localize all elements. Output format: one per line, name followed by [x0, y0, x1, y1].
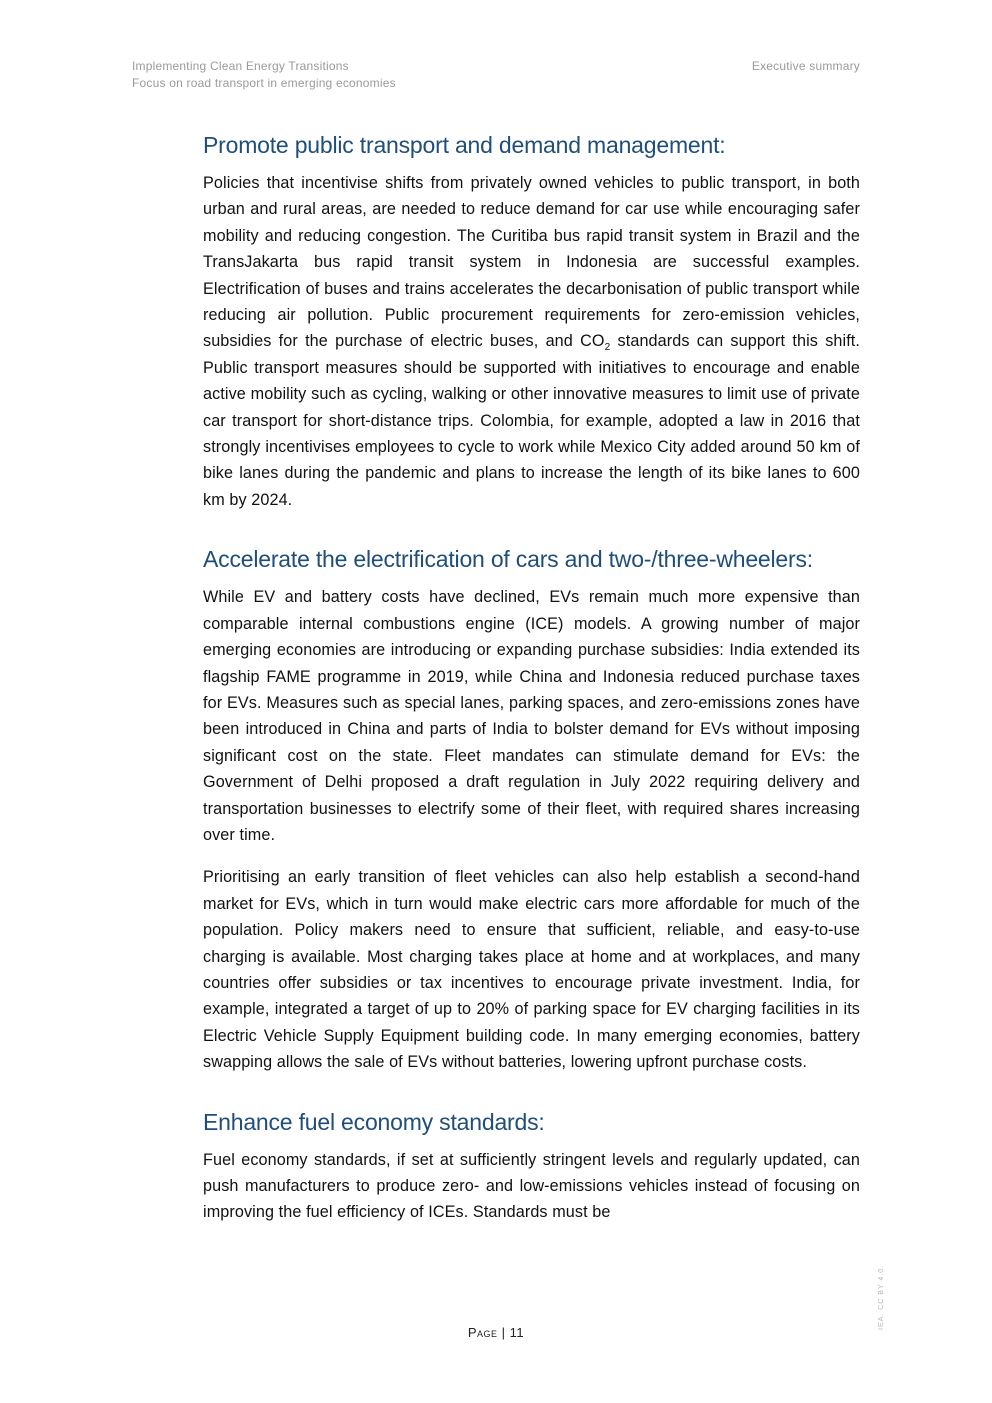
paragraph-fuel-economy: Fuel economy standards, if set at sufficiently stringent levels and regularly updated, can push manufacturers to produce zero- and low-emissions vehicles instead of focusing on improving the fuel efficiency of ICEs. Standards must be — [203, 1150, 860, 1222]
page-number: 11 — [509, 1325, 525, 1340]
running-header-section: Executive summary — [751, 59, 860, 73]
section-heading-public-transport: Promote public transport and demand management: — [203, 132, 726, 158]
license-note: IEA. CC BY 4.0. — [878, 1264, 885, 1330]
subscript: 2 — [604, 342, 611, 354]
running-header-left — [132, 58, 396, 92]
paragraph-public-transport — [203, 170, 860, 513]
paragraph-text: Policies that incentivise shifts from privately owned vehicles to public transport, in both urban and rural areas, are needed to reduce demand for car use while encouraging safer mobility and reducing congestion. The Curitiba bus rapid transit system in Brazil and the TransJakarta bus rapid transit system in Indonesia are successful examples. Electrification of buses and trains accelerates the decarbonisation of public transport while reducing air pollution. Public procurement requirements for zero-emission vehicles, subsidies for the purchase of electric buses, and CO — [203, 174, 860, 351]
page-body — [203, 128, 860, 1226]
report-title: Implementing Clean Energy Transitions — [132, 59, 349, 73]
report-subtitle: Focus on road transport in emerging economies — [132, 76, 396, 90]
paragraph-text: standards can support this shift. Public transport measures should be supported with initiatives to encourage and enable active mobility such as cycling, walking or other innovative measures to limit use of private car transport for short-distance trips. Colombia, for example, adopted a law in 2016 that strongly incentivises employees to cycle to work while Mexico City added around 50 km of bike lanes during the pandemic and plans to increase the length of its bike lanes to 600 km by 2024. — [203, 332, 860, 509]
paragraph-electrification-2: Prioritising an early transition of fleet vehicles can also help establish a second-hand market for EVs, which in turn would make electric cars more affordable for much of the population. Policy makers need to ensure that sufficient, reliable, and easy-to-use charging is available. Most charging takes place at home and at workplaces, and many countries offer subsidies or tax incentives to encourage private investment. India, for example, integrated a target of up to 20% of parking space for EV charging facilities in its Electric Vehicle Supply Equipment building code. In many emerging economies, battery swapping allows the sale of EVs without batteries, lowering upfront purchase costs. — [203, 868, 860, 1072]
paragraph-electrification-1: While EV and battery costs have declined, EVs remain much more expensive than comparable internal combustions engine (ICE) models. A growing number of major emerging economies are introducing or expanding purchase subsidies: India extended its flagship FAME programme in 2019, while China and Indonesia reduced purchase taxes for EVs. Measures such as special lanes, parking spaces, and zero-emissions zones have been introduced in China and parts of India to bolster demand for EVs without imposing significant cost on the state. Fleet mandates can stimulate demand for EVs: the Government of Delhi proposed a draft regulation in July 2022 requiring delivery and transportation businesses to electrify some of their fleet, with required shares increasing over time. — [203, 588, 860, 844]
page-footer — [0, 1325, 992, 1340]
page-separator: | — [497, 1325, 510, 1340]
section-heading-fuel-economy: Enhance fuel economy standards: — [203, 1108, 545, 1135]
page-label: Page — [467, 1325, 498, 1340]
section-heading-electrification: Accelerate the electrification of cars and two-/three-wheelers: — [203, 546, 813, 573]
